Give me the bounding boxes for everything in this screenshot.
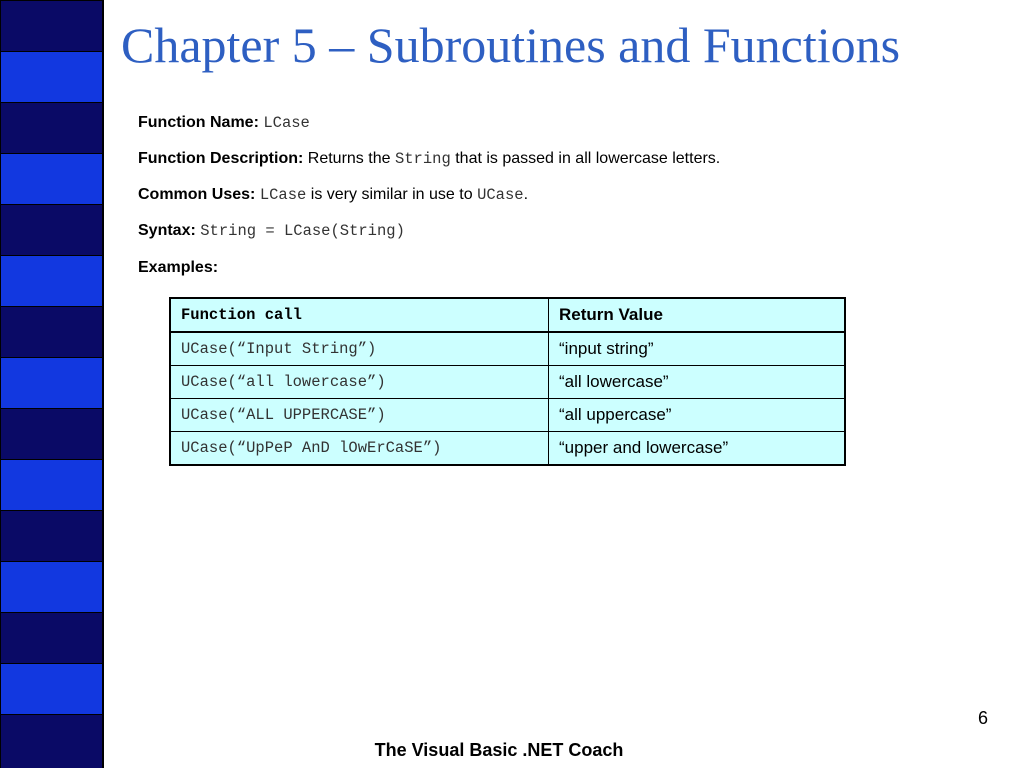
syntax-code: String = LCase(String): [200, 222, 405, 240]
return-value-cell: “upper and lowercase”: [549, 432, 846, 466]
table-row: [170, 366, 845, 399]
stripe-block: [1, 1, 102, 51]
stripe-block: [1, 562, 102, 612]
table-row: [170, 432, 845, 466]
column-header-function-call: Function call: [170, 298, 549, 332]
function-description-text-before: Returns the: [307, 150, 391, 167]
function-description-text-after: that is passed in all lowercase letters.: [455, 150, 721, 167]
stripe-block: [1, 103, 102, 153]
function-name-label: Function Name:: [138, 114, 259, 131]
stripe-block: [1, 409, 102, 459]
stripe-block: [1, 511, 102, 561]
stripe-block: [1, 358, 102, 408]
examples-table: [169, 297, 846, 466]
stripe-block: [1, 256, 102, 306]
common-uses-label: Common Uses:: [138, 186, 256, 203]
page-number: 6: [977, 708, 988, 728]
return-value-cell: “all lowercase”: [549, 366, 846, 399]
decorative-stripe: [0, 0, 104, 768]
common-uses-code1: LCase: [259, 186, 307, 204]
slide-title: Chapter 5 – Subroutines and Functions: [121, 17, 901, 73]
return-value-cell: “all uppercase”: [549, 399, 846, 432]
function-description-line: [138, 149, 720, 169]
return-value-cell: “input string”: [549, 332, 846, 366]
function-call-cell: UCase(“all lowercase”): [170, 366, 549, 399]
stripe-block: [1, 460, 102, 510]
function-call-cell: UCase(“ALL UPPERCASE”): [170, 399, 549, 432]
stripe-block: [1, 664, 102, 714]
function-call-cell: UCase(“UpPeP AnD lOwErCaSE”): [170, 432, 549, 466]
examples-label: Examples:: [138, 259, 219, 276]
table-row: [170, 399, 845, 432]
stripe-block: [1, 307, 102, 357]
common-uses-line: [138, 185, 528, 205]
table-row: [170, 332, 845, 366]
syntax-line: [138, 221, 405, 241]
footer-text: The Visual Basic .NET Coach: [374, 740, 624, 760]
function-name-value: LCase: [263, 114, 310, 132]
function-name-line: [138, 113, 310, 133]
column-header-return-value: Return Value: [549, 298, 846, 332]
function-description-code: String: [394, 150, 451, 168]
stripe-block: [1, 205, 102, 255]
stripe-block: [1, 613, 102, 663]
syntax-label: Syntax:: [138, 222, 196, 239]
table-header-row: [170, 298, 845, 332]
common-uses-text: is very similar in use to: [310, 186, 473, 203]
stripe-block: [1, 154, 102, 204]
function-description-label: Function Description:: [138, 150, 304, 167]
stripe-block: [1, 52, 102, 102]
common-uses-period: .: [523, 186, 529, 203]
function-call-cell: UCase(“Input String”): [170, 332, 549, 366]
examples-line: [138, 258, 218, 278]
common-uses-code2: UCase: [477, 186, 524, 204]
